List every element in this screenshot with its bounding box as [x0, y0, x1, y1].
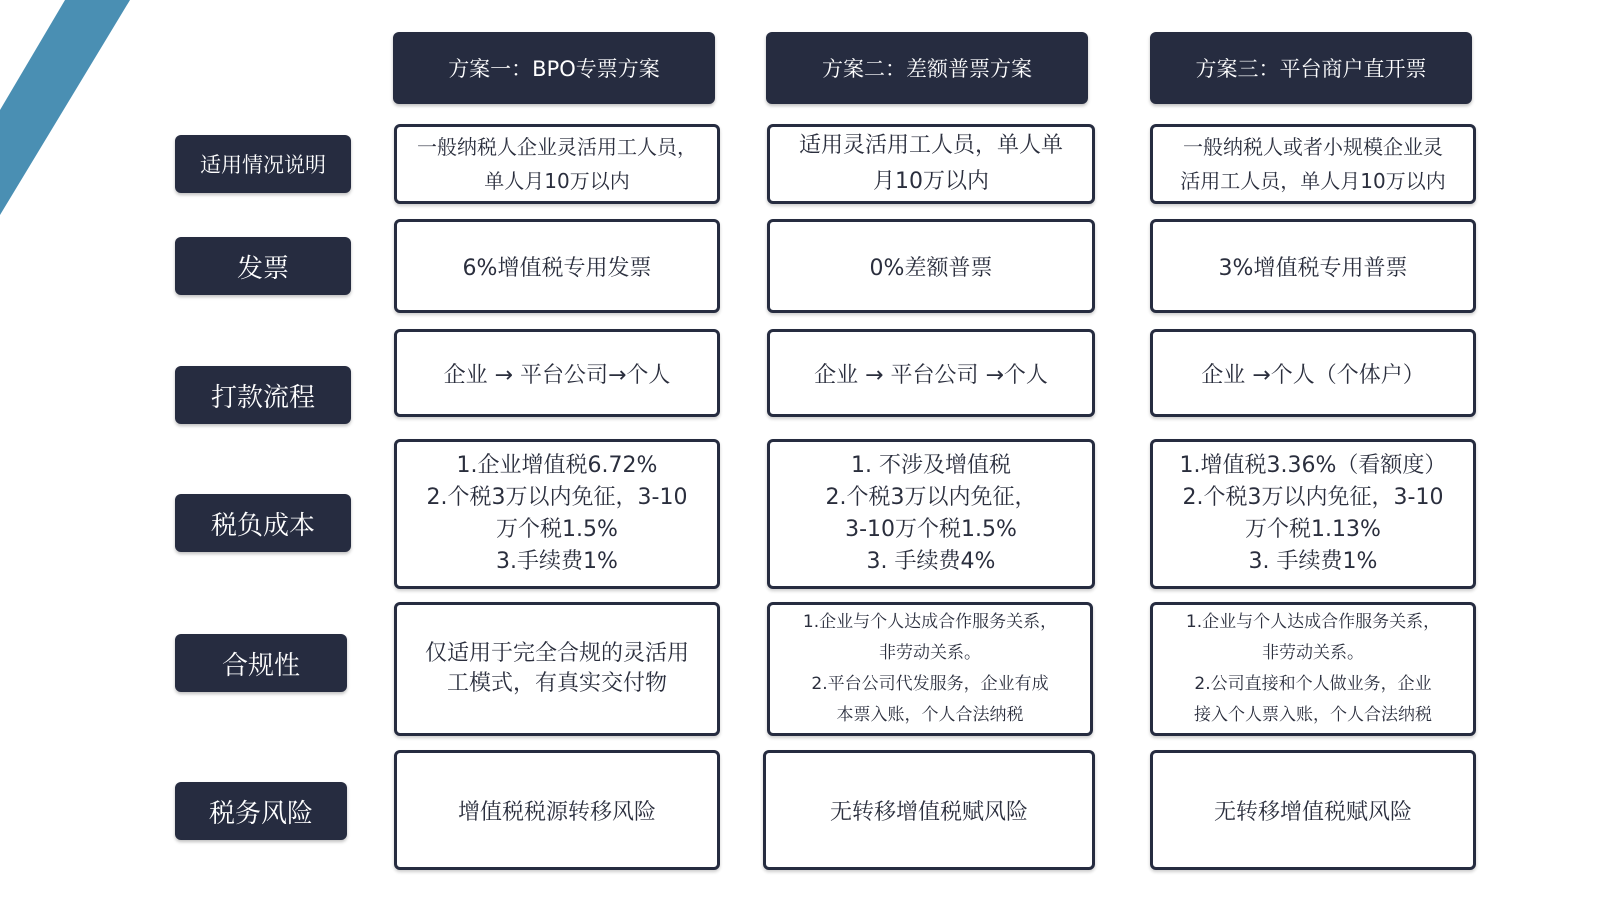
row-label-invoice: 发票: [175, 237, 351, 295]
cell-compliance-plan-2: [767, 602, 1093, 736]
cell-line: 单人月10万以内: [484, 169, 630, 193]
header-plan-2: 方案二：差额普票方案: [766, 32, 1088, 104]
cell-payment-plan-2: [767, 329, 1095, 417]
row-label-applicability: 适用情况说明: [175, 135, 351, 193]
cell-line: 适用灵活用工人员，单人单: [798, 133, 1063, 158]
cell-line: 月10万以内: [873, 169, 989, 194]
cell-tax-cost-plan-2: [767, 439, 1095, 589]
cell-line: 非劳动关系。: [879, 643, 981, 663]
cell-applicability-plan-3: [1150, 124, 1476, 204]
cell-line: 万个税1.5%: [496, 517, 618, 542]
row-label-payment-flow: 打款流程: [175, 366, 351, 424]
row-label-tax-cost: 税负成本: [175, 494, 351, 552]
header-plan-1: 方案一：BPO专票方案: [393, 32, 715, 104]
cell-tax-risk-plan-2: [763, 750, 1095, 870]
cell-line: 1.企业与个人达成合作服务关系，: [802, 612, 1058, 632]
cell-line: 仅适用于完全合规的灵活用: [424, 641, 689, 666]
cell-line: 2.平台公司代发服务，企业有成: [811, 674, 1049, 694]
cell-line: 非劳动关系。: [1262, 643, 1364, 663]
cell-line: 2.个税3万以内免征，3-10: [1182, 485, 1444, 510]
cell-line: 无转移增值税赋风险: [1213, 799, 1412, 825]
cell-invoice-plan-3: [1150, 219, 1476, 313]
cell-line: 无转移增值税赋风险: [829, 799, 1028, 825]
cell-line: 活用工人员，单人月10万以内: [1180, 169, 1446, 193]
cell-applicability-plan-1: [394, 124, 720, 204]
cell-line: 增值税税源转移风险: [457, 799, 656, 825]
cell-line: 本票入账，个人合法纳税: [836, 705, 1024, 725]
cell-line: 3. 手续费4%: [866, 549, 996, 574]
cell-line: 3-10万个税1.5%: [845, 517, 1017, 542]
cell-line: 3.手续费1%: [496, 549, 618, 574]
cell-line: 1.企业与个人达成合作服务关系，: [1185, 612, 1441, 632]
cell-line: 3%增值税专用普票: [1218, 255, 1408, 281]
cell-line: 企业 → 平台公司→个人: [443, 362, 671, 388]
cell-line: 一般纳税人企业灵活用工人员，: [417, 135, 697, 159]
row-label-tax-risk: 税务风险: [175, 782, 347, 840]
cell-line: 企业 →个人（个体户）: [1201, 362, 1425, 388]
cell-tax-risk-plan-1: [394, 750, 720, 870]
cell-compliance-plan-1: [394, 602, 720, 736]
cell-compliance-plan-3: [1150, 602, 1476, 736]
cell-line: 2.公司直接和个人做业务，企业: [1194, 674, 1432, 694]
cell-tax-cost-plan-3: [1150, 439, 1476, 589]
cell-line: 2.个税3万以内免征，3-10: [426, 485, 688, 510]
cell-line: 1.企业增值税6.72%: [456, 453, 658, 478]
cell-invoice-plan-2: [767, 219, 1095, 313]
cell-invoice-plan-1: [394, 219, 720, 313]
cell-line: 一般纳税人或者小规模企业灵: [1183, 135, 1443, 159]
cell-line: 万个税1.13%: [1245, 517, 1381, 542]
cell-applicability-plan-2: [767, 124, 1095, 204]
cell-payment-plan-1: [394, 329, 720, 417]
cell-line: 3. 手续费1%: [1248, 549, 1378, 574]
cell-line: 接入个人票入账，个人合法纳税: [1194, 705, 1432, 725]
cell-line: 企业 → 平台公司 →个人: [814, 362, 1048, 388]
cell-tax-risk-plan-3: [1150, 750, 1476, 870]
cell-line: 0%差额普票: [869, 255, 993, 281]
cell-line: 6%增值税专用发票: [462, 255, 652, 281]
cell-line: 1. 不涉及增值税: [851, 453, 1011, 478]
cell-tax-cost-plan-1: [394, 439, 720, 589]
decorative-stripe: [0, 0, 140, 230]
cell-payment-plan-3: [1150, 329, 1476, 417]
cell-line: 2.个税3万以内免征，: [825, 485, 1037, 510]
cell-line: 工模式，有真实交付物: [446, 671, 667, 696]
header-plan-3: 方案三：平台商户直开票: [1150, 32, 1472, 104]
cell-line: 1.增值税3.36%（看额度）: [1179, 453, 1447, 478]
row-label-compliance: 合规性: [175, 634, 347, 692]
